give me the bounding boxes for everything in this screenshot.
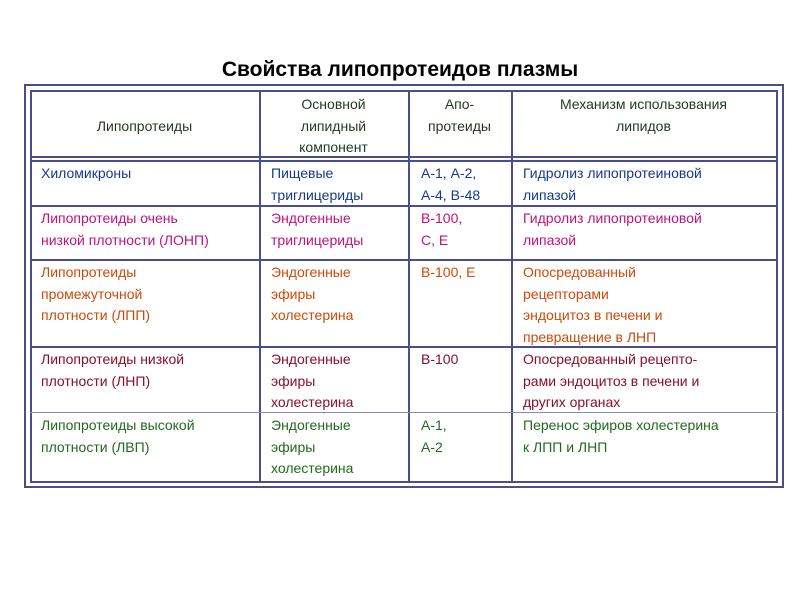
cell-mechanism: Гидролиз липопротеиновой липазой (523, 165, 702, 203)
cell-mechanism: Опосредованный рецепторами эндоцитоз в печени и превращение в ЛНП (523, 264, 663, 345)
header-lipoproteins: Липопротеиды (96, 118, 193, 134)
cell-lipid-component: Эндогенные эфиры холестерина (271, 351, 354, 410)
cell-apoproteins: А-1, А-2, А-4, В-48 (421, 165, 481, 203)
cell-lipid-component: Эндогенные эфиры холестерина (271, 264, 354, 323)
cell-mechanism: Перенос эфиров холестерина к ЛПП и ЛНП (523, 417, 719, 455)
cell-apoproteins: А-1, А-2 (421, 417, 447, 455)
cell-lipoprotein: Липопротеиды низкой плотности (ЛНП) (41, 351, 185, 389)
cell-lipid-component: Эндогенные триглицериды (271, 210, 364, 248)
grid-line (30, 90, 778, 92)
page-title: Свойства липопротеидов плазмы (221, 58, 579, 81)
cell-apoproteins: В-100 (421, 351, 459, 367)
cell-lipoprotein: Липопротеиды высокой плотности (ЛВП) (41, 417, 195, 455)
cell-lipid-component: Эндогенные эфиры холестерина (271, 417, 354, 476)
header-apoproteins: Апо- протеиды (428, 96, 491, 134)
cell-mechanism: Опосредованный рецепто- рами эндоцитоз в печени и других органах (523, 351, 700, 410)
cell-lipoprotein: Хиломикроны (41, 165, 132, 181)
cell-lipoprotein: Липопротеиды очень низкой плотности (ЛОНП) (41, 210, 209, 248)
grid-line (30, 160, 778, 162)
cell-lipid-component: Пищевые триглицериды (271, 165, 364, 203)
grid-line (30, 90, 32, 482)
grid-line (408, 90, 410, 482)
cell-apoproteins: В-100, С, Е (421, 210, 463, 248)
grid-line (511, 90, 513, 482)
cell-lipoprotein: Липопротеиды промежуточной плотности (ЛПП) (41, 264, 151, 323)
header-lipid-component: Основной липидный компонент (299, 96, 368, 155)
cell-apoproteins: В-100, Е (421, 264, 476, 280)
grid-line (30, 346, 778, 348)
grid-line (30, 259, 778, 261)
grid-line (30, 481, 778, 483)
header-mechanism: Механизм использования липидов (559, 96, 727, 134)
grid-line (776, 90, 778, 482)
cell-mechanism: Гидролиз липопротеиновой липазой (523, 210, 702, 248)
